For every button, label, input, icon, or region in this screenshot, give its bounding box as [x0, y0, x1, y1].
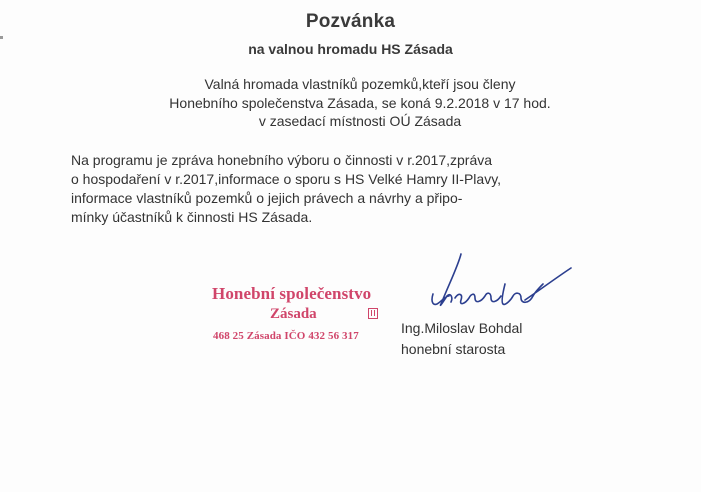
document-subtitle: na valnou hromadu HS Zásada: [248, 41, 453, 57]
program-line: mínky účastníků k činnosti HS Zásada.: [71, 209, 313, 225]
program-line: informace vlastníků pozemků o jejich právech a návrhy a připo-: [71, 190, 463, 206]
intro-line: Valná hromada vlastníků pozemků,kteří jsou členy: [204, 76, 516, 92]
signatory-name: Ing.Miloslav Bohdal: [401, 320, 523, 336]
program-line: o hospodaření v r.2017,informace o sporu s HS Velké Hamry II-Plavy,: [71, 171, 502, 187]
program-line: Na programu je zpráva honebního výboru o činnosti v r.2017,zpráva: [71, 152, 493, 168]
scan-edge-mark: [0, 36, 3, 39]
handwritten-signature: [425, 252, 575, 314]
program-paragraph: [71, 151, 501, 227]
signatory-block: [401, 318, 522, 360]
stamp-address: 468 25 Zásada IČO 432 56 317: [213, 330, 359, 342]
intro-line: Honebního společenstva Zásada, se koná 9.2.2018 v 17 hod.: [169, 94, 551, 111]
stamp-box-icon: [368, 308, 378, 319]
intro-line: v zasedací místnosti OÚ Zásada: [258, 113, 462, 129]
stamp-name: Honební společenstvo: [212, 284, 372, 303]
intro-paragraph: [60, 75, 660, 131]
association-stamp: [212, 284, 402, 342]
stamp-place: Zásada: [270, 306, 317, 322]
signatory-role: honební starosta: [401, 341, 506, 357]
document-title: Pozvánka: [305, 11, 396, 32]
